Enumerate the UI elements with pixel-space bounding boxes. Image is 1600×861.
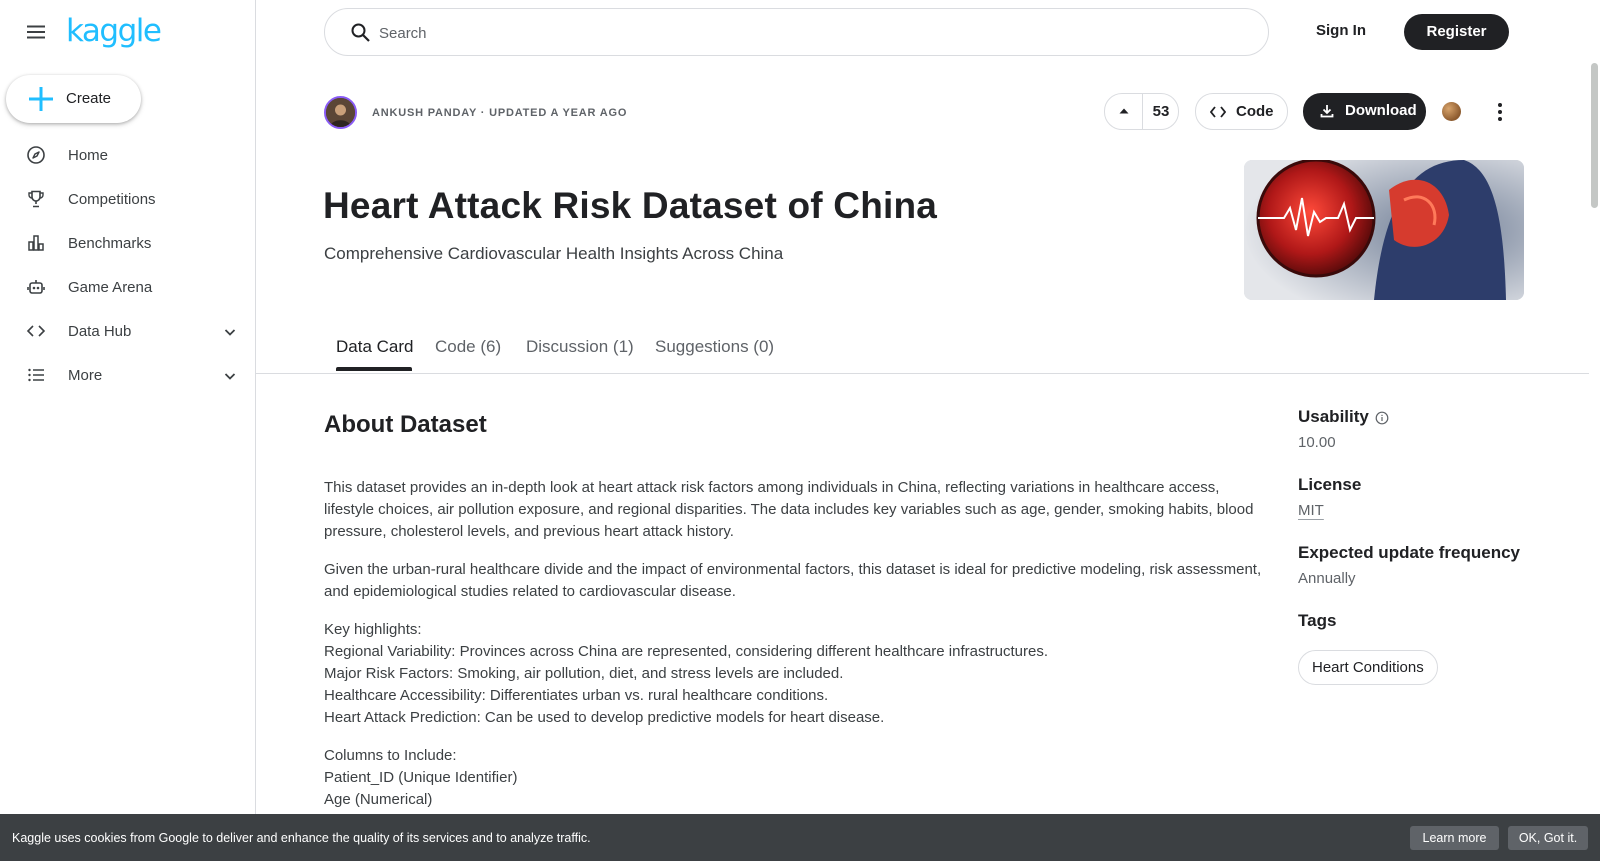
hamburger-menu-icon[interactable] bbox=[24, 20, 48, 44]
sidebar-item-label: Home bbox=[68, 147, 109, 164]
scrollbar-thumb[interactable] bbox=[1591, 63, 1598, 208]
kaggle-logo[interactable]: kaggle bbox=[66, 13, 161, 49]
tab-suggestions[interactable]: Suggestions (0) bbox=[655, 337, 775, 356]
upvote-button[interactable] bbox=[1105, 94, 1143, 129]
sidebar-item-benchmarks[interactable] bbox=[0, 222, 256, 266]
dataset-meta: ANKUSH PANDAY · UPDATED A YEAR AGO bbox=[372, 107, 628, 119]
info-icon[interactable] bbox=[1375, 411, 1389, 425]
text-line: Key highlights: bbox=[324, 621, 422, 638]
code-button[interactable] bbox=[1195, 93, 1288, 130]
trophy-icon bbox=[26, 189, 46, 209]
sidebar-item-game-arena[interactable] bbox=[0, 266, 256, 310]
list-icon bbox=[26, 365, 46, 385]
create-button[interactable] bbox=[6, 75, 141, 123]
arrow-up-icon bbox=[1118, 105, 1130, 117]
update-frequency-value: Annually bbox=[1298, 570, 1356, 587]
upvote-count: 53 bbox=[1152, 103, 1170, 120]
register-button[interactable]: Register bbox=[1404, 14, 1509, 50]
download-icon bbox=[1319, 103, 1335, 119]
sidebar-header bbox=[0, 0, 256, 64]
page-subtitle: Comprehensive Cardiovascular Health Insights Across China bbox=[324, 244, 784, 263]
more-options-icon[interactable] bbox=[1490, 100, 1510, 124]
text-line: lifestyle choices, air pollution exposure, and regional disparities. The data includes key variables such as age, gender, smoking habits, blood bbox=[324, 501, 1254, 518]
page-scrollbar[interactable] bbox=[1589, 58, 1600, 861]
sidebar-item-data-hub[interactable] bbox=[0, 310, 256, 354]
search-input[interactable] bbox=[379, 22, 1179, 44]
tags-label: Tags bbox=[1298, 611, 1337, 630]
description-paragraph bbox=[324, 477, 1264, 543]
text-line: Given the urban-rural healthcare divide and the impact of environmental factors, this dataset is ideal for predictive modeling, risk assessment, bbox=[324, 561, 1262, 578]
sidebar bbox=[0, 0, 256, 861]
download-button-label: Download bbox=[1345, 102, 1417, 119]
plus-icon bbox=[28, 86, 54, 112]
dataset-cover-image bbox=[1244, 160, 1524, 300]
tab-bar bbox=[256, 330, 1589, 374]
tab-data-card[interactable]: Data Card bbox=[336, 337, 414, 356]
cookie-message: Kaggle uses cookies from Google to deliver and enhance the quality of its services and to analyze traffic. bbox=[12, 831, 591, 845]
sidebar-item-more[interactable] bbox=[0, 354, 256, 398]
text-line: and epidemiological studies related to cardiovascular disease. bbox=[324, 583, 736, 600]
chevron-down-icon[interactable] bbox=[222, 324, 238, 340]
active-tab-indicator bbox=[336, 367, 412, 371]
page-title: Heart Attack Risk Dataset of China bbox=[323, 185, 938, 226]
usability-label: Usability bbox=[1298, 407, 1369, 426]
about-heading: About Dataset bbox=[324, 411, 487, 438]
create-label: Create bbox=[66, 90, 112, 107]
sidebar-item-home[interactable] bbox=[0, 134, 256, 178]
list-item: Healthcare Accessibility: Differentiates urban vs. rural healthcare conditions. bbox=[324, 687, 829, 704]
sidebar-nav bbox=[0, 134, 256, 398]
tag-chip[interactable]: Heart Conditions bbox=[1298, 650, 1438, 685]
tab-discussion[interactable]: Discussion (1) bbox=[526, 337, 634, 356]
cookie-banner bbox=[0, 814, 1600, 861]
sidebar-item-competitions[interactable] bbox=[0, 178, 256, 222]
compass-icon bbox=[26, 145, 46, 165]
list-item: Age (Numerical) bbox=[324, 791, 433, 808]
update-frequency-label: Expected update frequency bbox=[1298, 543, 1521, 562]
bronze-medal-icon[interactable] bbox=[1442, 102, 1461, 121]
sidebar-item-label: Game Arena bbox=[68, 279, 153, 296]
accept-cookies-button[interactable]: OK, Got it. bbox=[1508, 826, 1588, 850]
sign-in-button[interactable]: Sign In bbox=[1316, 22, 1366, 39]
text-line: pressure, cholesterol levels, and previous heart attack history. bbox=[324, 523, 734, 540]
columns-list bbox=[324, 745, 1264, 811]
text-line: Columns to Include: bbox=[324, 747, 457, 764]
list-item: Major Risk Factors: Smoking, air pollution, diet, and stress levels are included. bbox=[324, 665, 844, 682]
sidebar-item-label: Data Hub bbox=[68, 323, 132, 340]
code-icon bbox=[26, 321, 46, 341]
code-button-label: Code bbox=[1236, 103, 1274, 120]
download-button[interactable] bbox=[1303, 93, 1426, 130]
text-line: This dataset provides an in-depth look at heart attack risk factors among individuals in China, reflecting variations in healthcare access, bbox=[324, 479, 1220, 496]
sidebar-item-label: More bbox=[68, 367, 103, 384]
upvote-widget[interactable] bbox=[1104, 93, 1179, 130]
license-label: License bbox=[1298, 475, 1362, 494]
list-item: Regional Variability: Provinces across China are represented, considering different healthcare infrastructures. bbox=[324, 643, 1048, 660]
heart-illustration bbox=[1244, 160, 1524, 300]
key-highlights bbox=[324, 619, 1264, 729]
list-item: Heart Attack Prediction: Can be used to develop predictive models for heart disease. bbox=[324, 709, 885, 726]
search-icon bbox=[350, 22, 371, 43]
list-item: Patient_ID (Unique Identifier) bbox=[324, 769, 518, 786]
sidebar-item-label: Benchmarks bbox=[68, 235, 152, 252]
sidebar-item-label: Competitions bbox=[68, 191, 156, 208]
author-avatar[interactable] bbox=[324, 96, 357, 129]
description-paragraph bbox=[324, 559, 1264, 603]
bar-chart-icon bbox=[26, 233, 46, 253]
robot-icon bbox=[26, 277, 46, 297]
chevron-down-icon[interactable] bbox=[222, 368, 238, 384]
tab-code[interactable]: Code (6) bbox=[435, 337, 502, 356]
license-link[interactable]: MIT bbox=[1298, 502, 1324, 519]
learn-more-button[interactable]: Learn more bbox=[1410, 826, 1499, 850]
avatar-image bbox=[326, 98, 355, 127]
code-icon bbox=[1210, 105, 1226, 119]
usability-value: 10.00 bbox=[1298, 434, 1336, 451]
search-bar[interactable] bbox=[324, 8, 1269, 56]
